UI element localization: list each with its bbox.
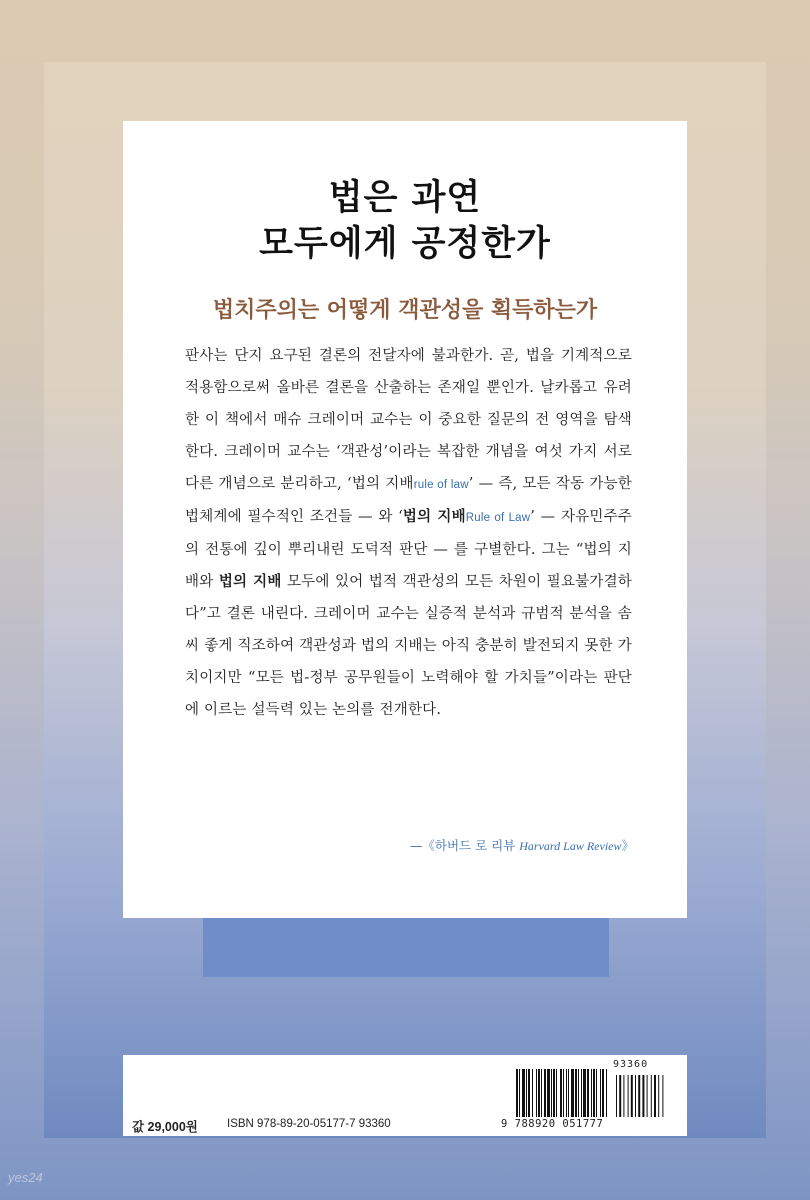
- book-subtitle: 법치주의는 어떻게 객관성을 획득하는가: [212, 298, 598, 323]
- review-attribution: [410, 836, 634, 854]
- blurb-bold-term-2: 법의 지배: [218, 574, 282, 590]
- barcode-addon-digits: 93360: [613, 1059, 649, 1070]
- title-line-1: 법은 과연: [328, 178, 482, 218]
- isbn-label: ISBN 978-89-20-05177-7 93360: [227, 1118, 391, 1130]
- blurb-part-1: 판사는 단지 요구된 결론의 전달자에 불과한가. 곧, 법을 기계적으로 적용함으로써 올바른 결론을 산출하는 존재일 뿐인가. 날카롭고 유려한 이 책에서 매슈 크레이머 교수는 이 중요한 질문의 전 영역을 탐색한다. 크레이머 교수는 ‘객관성’이라는 복잡한 개념을 여섯 가지 서로 다른 개념으로 분리하고, ‘법의 지배: [185, 348, 632, 492]
- blurb-part-3: ’ — 자유민주주의 전통에 깊이 뿌리내린 도덕적 판단 — 를 구별한다. 그는 “법의 지배와: [185, 509, 632, 590]
- blurb-bold-term-1: 법의 지배: [402, 509, 466, 525]
- watermark-text: yes24: [8, 1170, 43, 1185]
- attribution-journal: Harvard Law Review: [519, 839, 622, 853]
- back-cover-card: [123, 121, 687, 918]
- blurb-en-term-1: rule of law: [413, 479, 469, 491]
- price-isbn-bar: [123, 1055, 687, 1136]
- blurb-part-2: ’ — 즉, 모든 작동 가능한 법체계에 필수적인 조건들 — 와 ‘: [185, 476, 632, 525]
- attribution-suffix: 》: [621, 838, 634, 853]
- attribution-prefix: —《하버드 로 리뷰: [409, 838, 520, 853]
- book-title: [123, 175, 687, 267]
- barcode-digits: 9 788920 051777: [501, 1118, 604, 1130]
- blurb-text: [185, 340, 632, 726]
- price-label: 값 29,000원: [132, 1120, 198, 1134]
- blurb-en-term-2: Rule of Law: [465, 512, 531, 524]
- blurb-part-4: 모두에 있어 법적 객관성의 모든 차원이 필요불가결하다”고 결론 내린다. 크레이머 교수는 실증적 분석과 규범적 분석을 솜씨 좋게 직조하여 객관성과 법의 지배는 아직 충분히 발전되지 못한 가치이지만 “모든 법-정부 공무원들이 노력해야 할 가치들”이라는 판단에 이르는 설득력 있는 논의를 전개한다.: [185, 574, 633, 718]
- title-line-2: 모두에게 공정한가: [259, 224, 551, 264]
